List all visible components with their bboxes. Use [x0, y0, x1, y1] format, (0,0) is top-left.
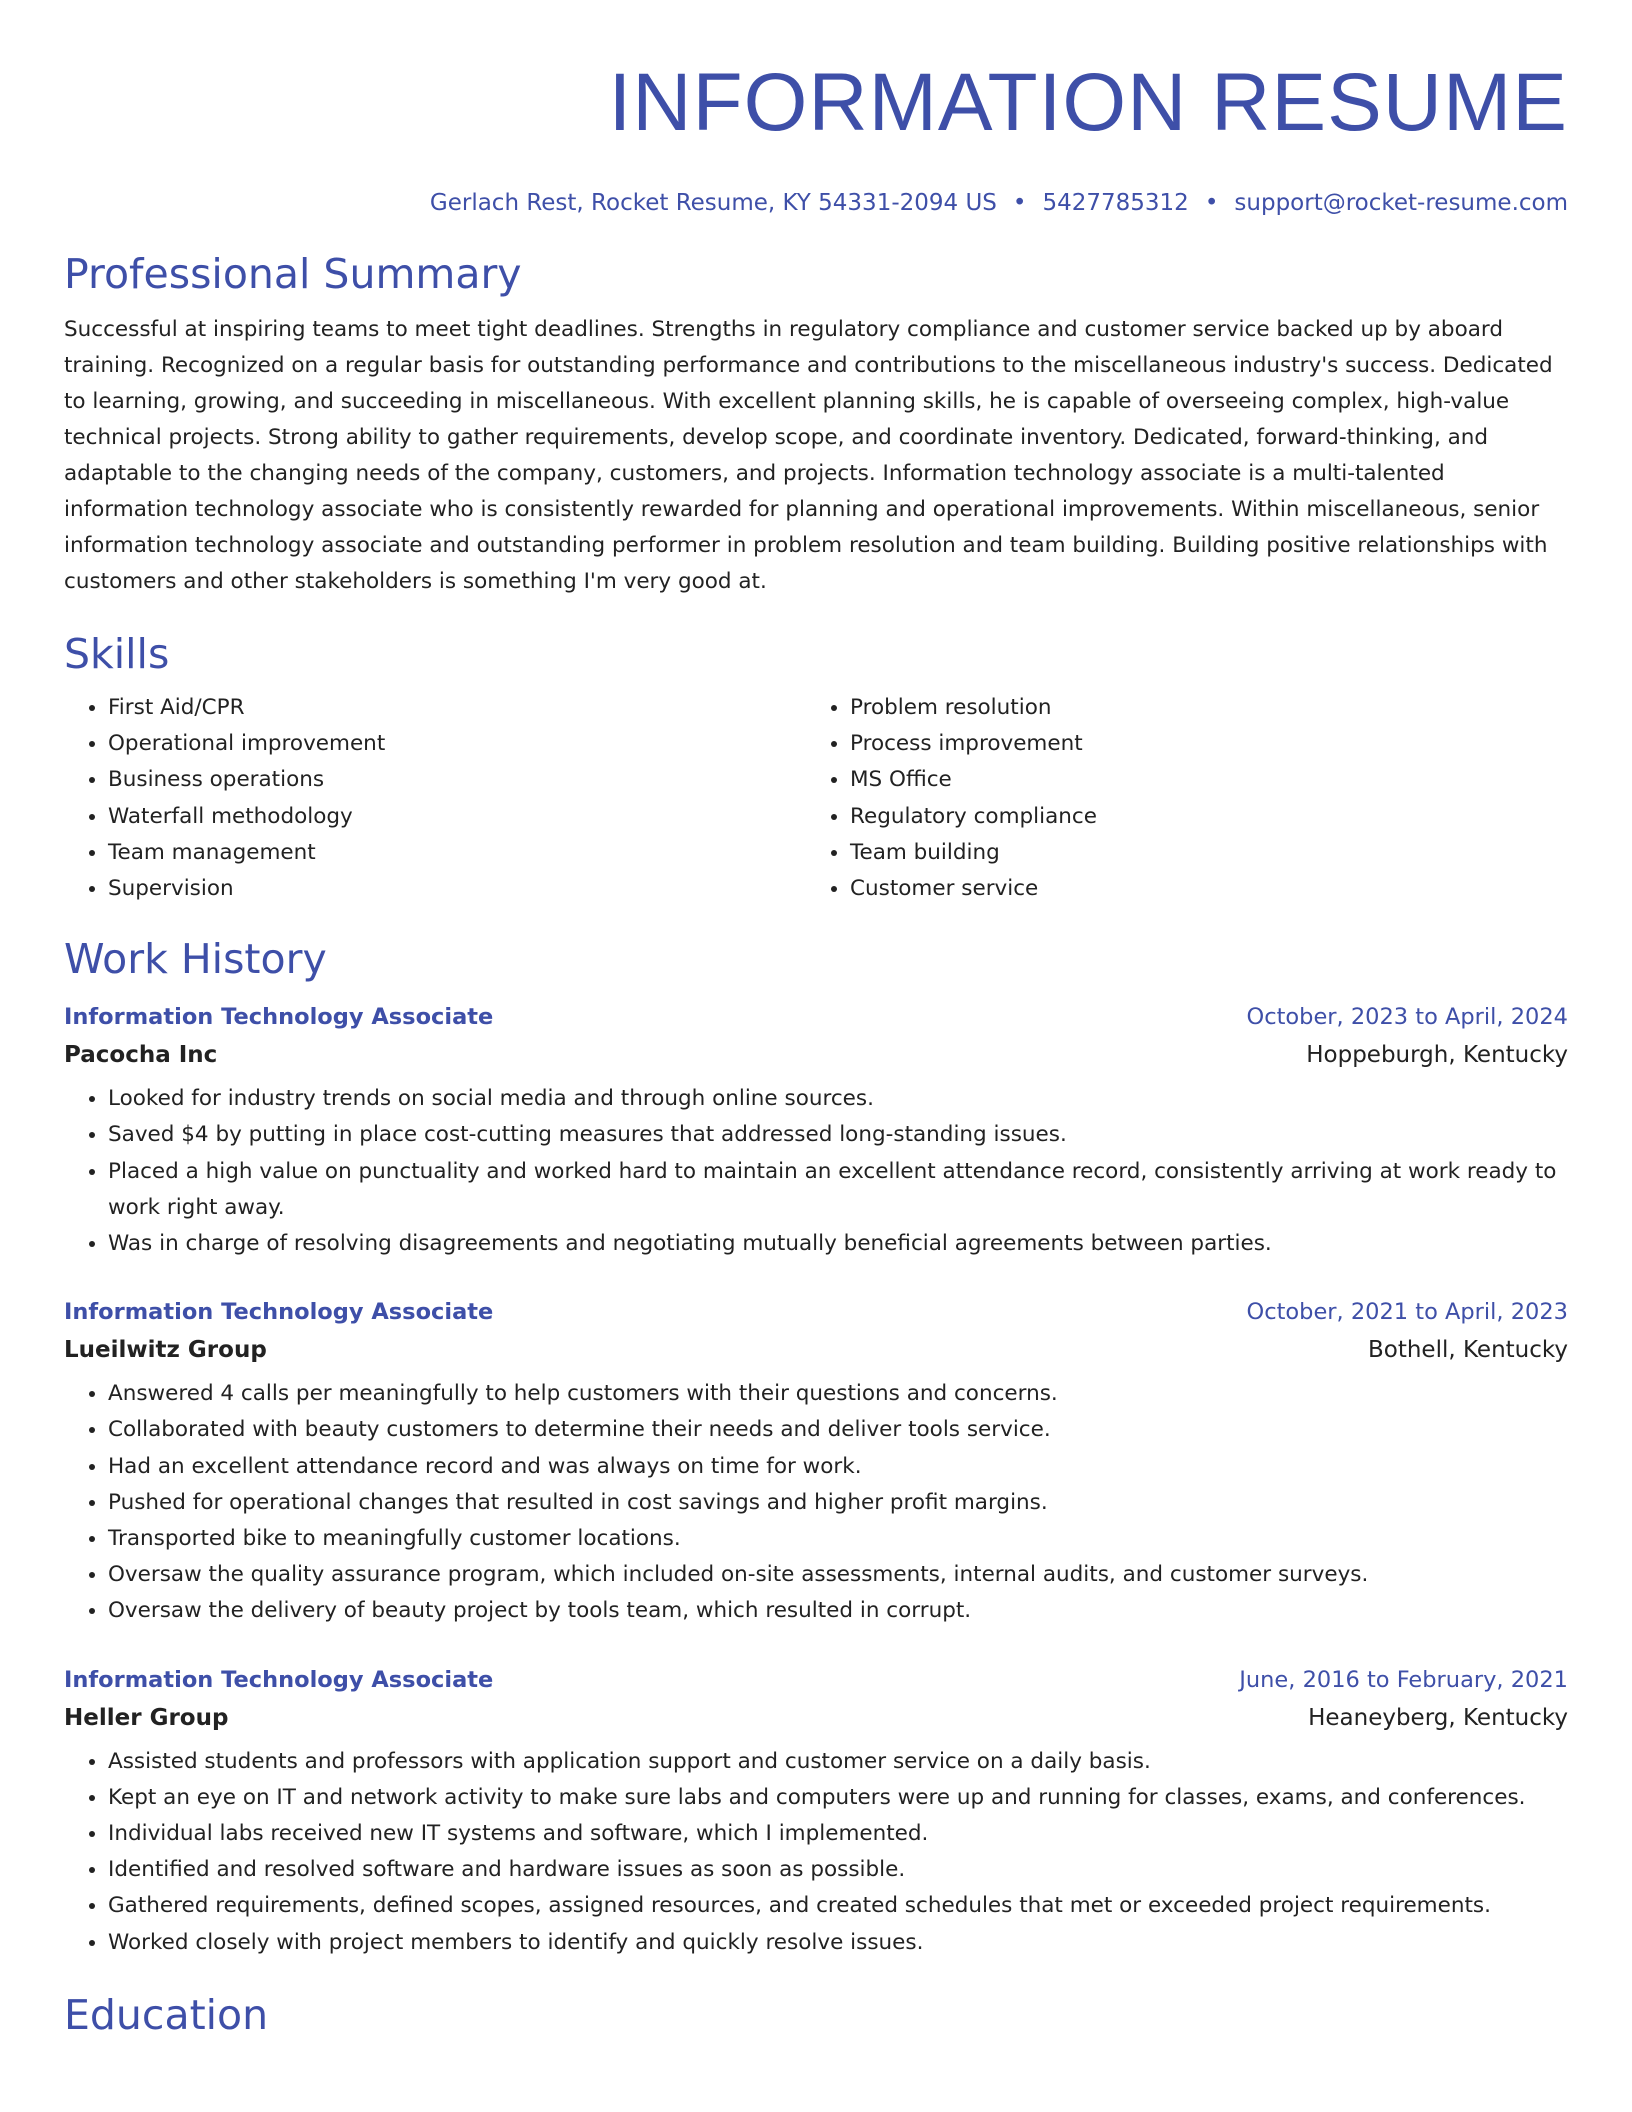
job-bullet: • Answered 4 calls per meaningfully to help customers with their questions and concerns.	[108, 1376, 1568, 1412]
skill-item: • Process improvement	[850, 726, 1548, 762]
job-dates: October, 2021 to April, 2023	[1246, 1299, 1568, 1326]
skills-heading: Skills	[64, 630, 170, 678]
skills-list	[64, 690, 1568, 907]
job-subheader	[64, 1035, 1568, 1075]
job-title: Information Technology Associate	[64, 1004, 494, 1031]
skill-item: • Customer service	[850, 871, 1548, 907]
skill-item: • Supervision	[108, 871, 806, 907]
job-bullet: • Had an excellent attendance record and was always on time for work.	[108, 1449, 1568, 1485]
skill-item: • Team management	[108, 835, 806, 871]
job-bullet: • Oversaw the quality assurance program, which included on-site assessments, internal audits, and customer surveys.	[108, 1557, 1568, 1593]
job-location: Hoppeburgh, Kentucky	[1306, 1042, 1568, 1069]
job-entry	[64, 1662, 1568, 1961]
job-bullet: • Oversaw the delivery of beauty project by tools team, which resulted in corrupt.	[108, 1593, 1568, 1629]
job-bullets	[64, 1081, 1568, 1262]
contact-email[interactable]: support@rocket-resume.com	[1234, 190, 1568, 216]
job-company: Pacocha Inc	[64, 1042, 218, 1069]
job-bullet: • Saved $4 by putting in place cost-cutting measures that addressed long-standing issues.	[108, 1117, 1568, 1153]
contact-phone: 5427785312	[1042, 190, 1189, 216]
job-bullet: • Looked for industry trends on social media and through online sources.	[108, 1081, 1568, 1117]
resume-page	[64, 0, 1568, 2041]
job-bullet: • Kept an eye on IT and network activity to make sure labs and computers were up and running for classes, exams, and conferences.	[108, 1780, 1568, 1816]
skill-item: • Regulatory compliance	[850, 799, 1548, 835]
job-company: Heller Group	[64, 1704, 229, 1731]
job-bullets	[64, 1376, 1568, 1629]
contact-address: Gerlach Rest, Rocket Resume, KY 54331-2094 US	[429, 190, 997, 216]
skill-item: • Problem resolution	[850, 690, 1548, 726]
contact-separator: •	[1204, 190, 1219, 216]
job-bullet: • Placed a high value on punctuality and worked hard to maintain an excellent attendance record, consistently arriving at work ready to work right away.	[108, 1154, 1568, 1226]
contact-separator: •	[1012, 190, 1027, 216]
job-bullets	[64, 1744, 1568, 1961]
job-entry	[64, 1294, 1568, 1629]
contact-line	[64, 188, 1568, 218]
education-heading: Education	[64, 1990, 269, 2039]
job-dates: October, 2023 to April, 2024	[1246, 1004, 1568, 1031]
skill-item: • Waterfall methodology	[108, 799, 806, 835]
job-bullet: • Was in charge of resolving disagreements and negotiating mutually beneficial agreements between parties.	[108, 1226, 1568, 1262]
job-company: Lueilwitz Group	[64, 1337, 267, 1364]
job-bullet: • Gathered requirements, defined scopes, assigned resources, and created schedules that met or exceeded project requirements.	[108, 1888, 1568, 1924]
skills-column-right	[806, 690, 1548, 907]
job-bullet: • Transported bike to meaningfully customer locations.	[108, 1521, 1568, 1557]
job-subheader	[64, 1698, 1568, 1738]
job-header	[64, 999, 1568, 1035]
job-bullet: • Assisted students and professors with application support and customer service on a daily basis.	[108, 1744, 1568, 1780]
job-entry	[64, 999, 1568, 1262]
resume-header	[64, 0, 1568, 218]
job-bullet: • Collaborated with beauty customers to determine their needs and deliver tools service.	[108, 1412, 1568, 1448]
job-bullet: • Worked closely with project members to identify and quickly resolve issues.	[108, 1925, 1568, 1961]
skill-item: • First Aid/CPR	[108, 690, 806, 726]
summary-heading: Professional Summary	[64, 250, 522, 298]
job-bullet: • Identified and resolved software and hardware issues as soon as possible.	[108, 1852, 1568, 1888]
job-title: Information Technology Associate	[64, 1666, 494, 1693]
job-subheader	[64, 1330, 1568, 1370]
job-bullet: • Pushed for operational changes that resulted in cost savings and higher profit margins.	[108, 1485, 1568, 1521]
work-history-heading: Work History	[64, 935, 327, 984]
job-dates: June, 2016 to February, 2021	[1239, 1666, 1568, 1693]
job-header	[64, 1294, 1568, 1330]
skill-item: • MS Office	[850, 762, 1548, 798]
skill-item: • Team building	[850, 835, 1548, 871]
resume-name: INFORMATION RESUME	[608, 57, 1568, 148]
job-header	[64, 1662, 1568, 1698]
job-location: Bothell, Kentucky	[1367, 1337, 1568, 1364]
skill-item: • Business operations	[108, 762, 806, 798]
skills-column-left	[64, 690, 806, 907]
skill-item: • Operational improvement	[108, 726, 806, 762]
job-bullet: • Individual labs received new IT systems and software, which I implemented.	[108, 1816, 1568, 1852]
job-location: Heaneyberg, Kentucky	[1308, 1704, 1568, 1731]
job-title: Information Technology Associate	[64, 1299, 494, 1326]
summary-text: Successful at inspiring teams to meet tight deadlines. Strengths in regulatory compliance and customer service backed up by aboard training. Recognized on a regular basis for outstanding performance and contributions to the miscellaneous industry's success. Dedicated to learning, growing, and succeeding in miscellaneous. With excellent planning skills, he is capable of overseeing complex, high-value technical projects. Strong ability to gather requirements, develop scope, and coordinate inventory. Dedicated, forward-thinking, and adaptable to the changing needs of the company, customers, and projects. Information technology associate is a multi-talented information technology associate who is consistently rewarded for planning and operational improvements. Within miscellaneous, senior information technology associate and outstanding performer in problem resolution and team building. Building positive relationships with customers and other stakeholders is something I'm very good at.	[64, 317, 1553, 594]
